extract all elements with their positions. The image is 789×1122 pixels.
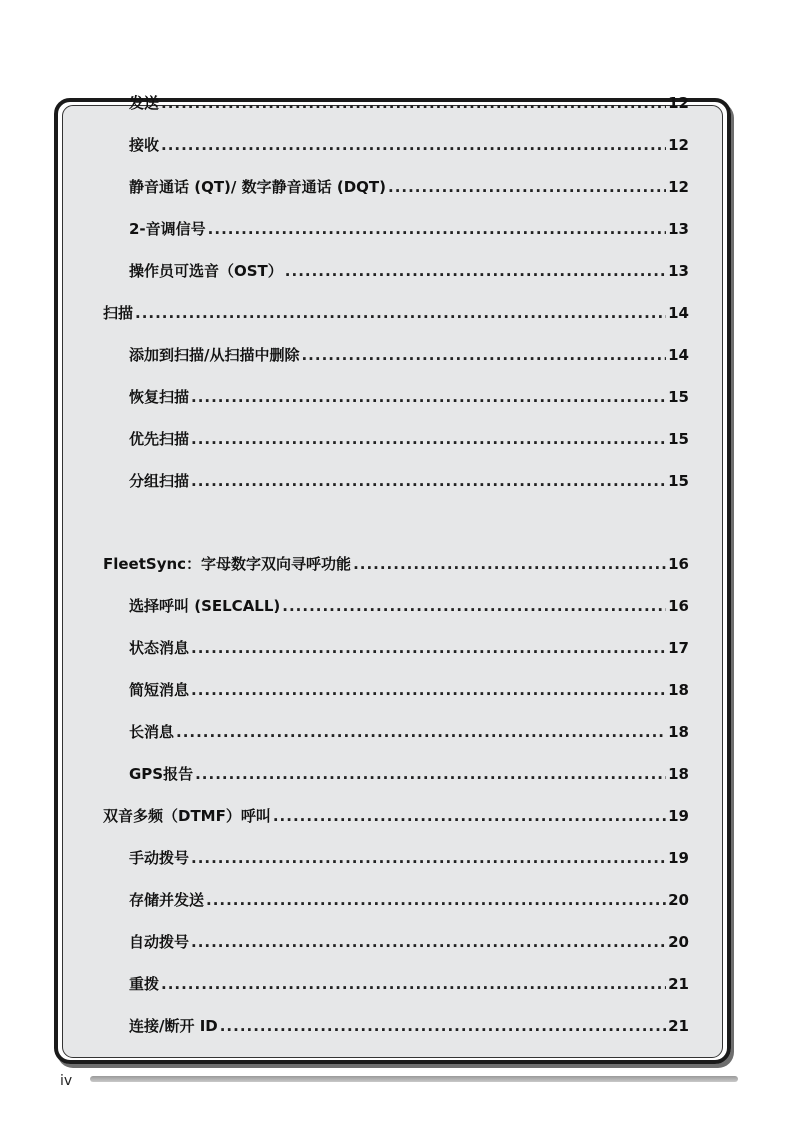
toc-leader-dots bbox=[191, 933, 666, 951]
toc-entry-page: 21 bbox=[668, 975, 689, 993]
toc-entry-page: 15 bbox=[668, 388, 689, 406]
toc-entry-title: 优先扫描 bbox=[129, 430, 190, 448]
toc-entry-page: 18 bbox=[668, 723, 689, 741]
toc-leader-dots bbox=[161, 975, 666, 993]
toc-leader-dots bbox=[191, 430, 666, 448]
toc-entry-title: 发送 bbox=[129, 94, 160, 112]
toc-entry-page: 14 bbox=[668, 346, 689, 364]
toc-leader-dots bbox=[195, 765, 666, 783]
toc-entry-title: GPS报告 bbox=[129, 765, 194, 783]
toc-entry[interactable] bbox=[129, 258, 689, 280]
toc-leader-dots bbox=[191, 849, 666, 867]
page-frame-inner bbox=[62, 105, 723, 1058]
toc-entry-title: FleetSync：字母数字双向寻呼功能 bbox=[103, 555, 352, 573]
toc-leader-dots bbox=[220, 1017, 666, 1035]
toc-entry-page: 15 bbox=[668, 472, 689, 490]
toc-entry-page: 18 bbox=[668, 765, 689, 783]
toc-entry-title: 双音多频（DTMF）呼叫 bbox=[103, 807, 271, 825]
toc-entry[interactable] bbox=[129, 677, 689, 699]
toc-entry[interactable] bbox=[103, 551, 689, 573]
toc-entry-page: 20 bbox=[668, 933, 689, 951]
toc-entry[interactable] bbox=[129, 635, 689, 657]
toc-leader-dots bbox=[191, 681, 666, 699]
toc-entry[interactable] bbox=[129, 174, 689, 196]
toc-entry-page: 12 bbox=[668, 94, 689, 112]
toc-entry-title: 分组扫描 bbox=[129, 472, 190, 490]
toc-leader-dots bbox=[161, 136, 666, 154]
toc-entry-title: 添加到扫描/从扫描中删除 bbox=[129, 346, 300, 364]
footer-rule bbox=[90, 1076, 738, 1082]
toc-entry-page: 17 bbox=[668, 639, 689, 657]
toc-leader-dots bbox=[282, 597, 666, 615]
toc-leader-dots bbox=[206, 891, 666, 909]
toc-leader-dots bbox=[301, 346, 666, 364]
toc-entry-title: 连接/断开 ID bbox=[129, 1017, 218, 1035]
toc-entry-title: 存储并发送 bbox=[129, 891, 205, 909]
toc-leader-dots bbox=[135, 304, 666, 322]
toc-entry[interactable] bbox=[129, 887, 689, 909]
toc-entry[interactable] bbox=[129, 132, 689, 154]
toc-leader-dots bbox=[388, 178, 666, 196]
toc-entry[interactable] bbox=[129, 468, 689, 490]
toc-leader-dots bbox=[176, 723, 666, 741]
toc-entry-page: 19 bbox=[668, 849, 689, 867]
toc-entry-page: 12 bbox=[668, 178, 689, 196]
toc-entry[interactable] bbox=[129, 593, 689, 615]
toc-entry-title: 操作员可选音（OST） bbox=[129, 262, 283, 280]
toc-entry[interactable] bbox=[129, 426, 689, 448]
toc-entry[interactable] bbox=[129, 761, 689, 783]
toc-entry-title: 重拨 bbox=[129, 975, 160, 993]
toc-entry[interactable] bbox=[129, 845, 689, 867]
toc-entry-page: 16 bbox=[668, 555, 689, 573]
toc-entry-page: 15 bbox=[668, 430, 689, 448]
toc-entry[interactable] bbox=[129, 929, 689, 951]
toc-entry[interactable] bbox=[129, 216, 689, 238]
toc-entry-title: 状态消息 bbox=[129, 639, 190, 657]
toc-leader-dots bbox=[191, 639, 666, 657]
toc-entry[interactable] bbox=[129, 90, 689, 112]
toc-entry-title: 简短消息 bbox=[129, 681, 190, 699]
toc-entry-page: 18 bbox=[668, 681, 689, 699]
toc-entry-title: 选择呼叫 (SELCALL) bbox=[129, 597, 281, 615]
toc-entry[interactable] bbox=[103, 300, 689, 322]
toc-entry-page: 21 bbox=[668, 1017, 689, 1035]
toc-leader-dots bbox=[191, 472, 666, 490]
toc-entry-page: 16 bbox=[668, 597, 689, 615]
toc-entry-title: 2-音调信号 bbox=[129, 220, 206, 238]
toc-entry-page: 12 bbox=[668, 136, 689, 154]
toc-entry-page: 20 bbox=[668, 891, 689, 909]
toc-leader-dots bbox=[285, 262, 666, 280]
toc-entry[interactable] bbox=[103, 803, 689, 825]
toc-entry-title: 恢复扫描 bbox=[129, 388, 190, 406]
toc-entry-title: 扫描 bbox=[103, 304, 134, 322]
toc-entry[interactable] bbox=[129, 719, 689, 741]
toc-entry-page: 14 bbox=[668, 304, 689, 322]
toc-leader-dots bbox=[191, 388, 666, 406]
toc-leader-dots bbox=[208, 220, 666, 238]
toc-leader-dots bbox=[161, 94, 666, 112]
page-number: iv bbox=[60, 1073, 73, 1089]
toc-entry-title: 长消息 bbox=[129, 723, 175, 741]
toc-leader-dots bbox=[273, 807, 666, 825]
toc-entry-title: 手动拨号 bbox=[129, 849, 190, 867]
toc-entry[interactable] bbox=[129, 384, 689, 406]
toc-leader-dots bbox=[353, 555, 666, 573]
toc-entry-page: 13 bbox=[668, 262, 689, 280]
toc-entry[interactable] bbox=[129, 342, 689, 364]
toc-entry-page: 13 bbox=[668, 220, 689, 238]
toc-entry-title: 自动拨号 bbox=[129, 933, 190, 951]
toc-entry-title: 静音通话 (QT)/ 数字静音通话 (DQT) bbox=[129, 178, 386, 196]
toc-entry-title: 接收 bbox=[129, 136, 160, 154]
toc-entry[interactable] bbox=[129, 1013, 689, 1035]
toc-entry[interactable] bbox=[129, 971, 689, 993]
toc-entry-page: 19 bbox=[668, 807, 689, 825]
